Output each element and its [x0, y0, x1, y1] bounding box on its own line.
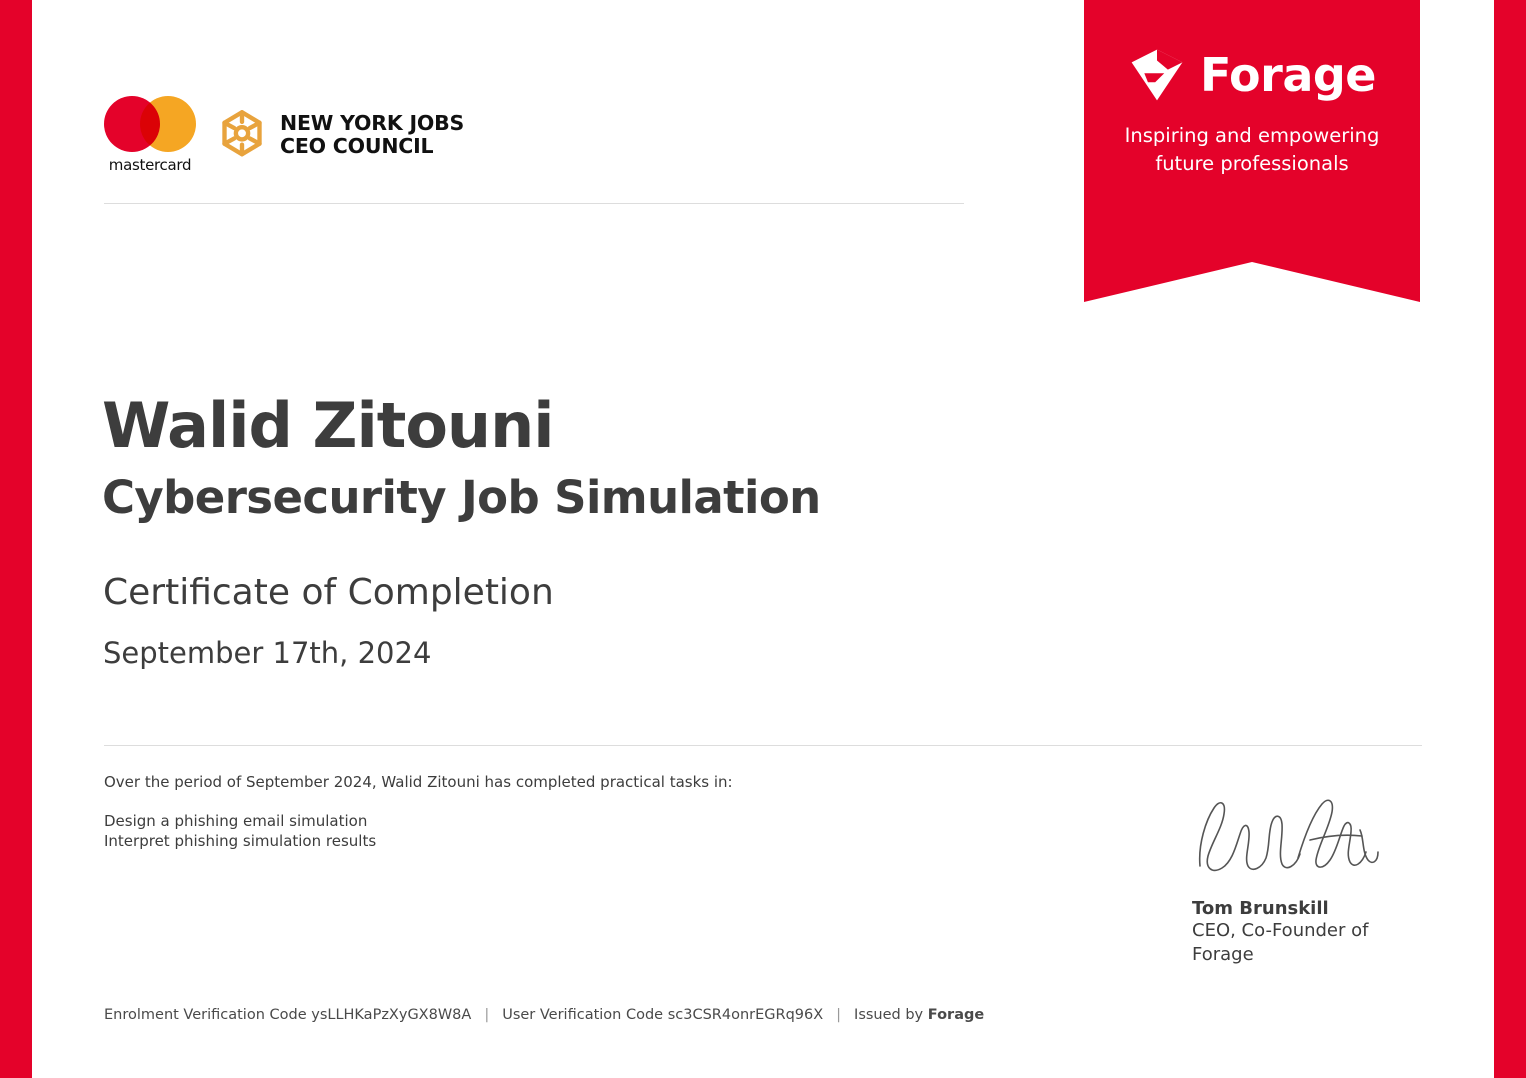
footer-separator: |	[836, 1007, 842, 1023]
right-red-edge	[1494, 0, 1526, 1078]
user-code-value: sc3CSR4onrEGRq96X	[667, 1007, 824, 1023]
period-statement: Over the period of September 2024, Walid Zitouni has completed practical tasks in:	[104, 773, 733, 791]
recipient-name: Walid Zitouni	[102, 389, 554, 462]
list-item: Design a phishing email simulation	[104, 812, 368, 830]
certificate-canvas	[32, 0, 1494, 1078]
ribbon-tagline	[1102, 122, 1402, 179]
program-title: Cybersecurity Job Simulation	[102, 471, 821, 524]
nyjcc-logo	[214, 107, 464, 163]
forage-diamond-icon	[1128, 46, 1186, 104]
signature-block	[1192, 780, 1422, 968]
nyjcc-line1: NEW YORK JOBS	[280, 111, 465, 136]
ribbon-tagline-line2: future professionals	[1155, 152, 1349, 176]
forage-wordmark: Forage	[1199, 48, 1376, 102]
certificate-date: September 17th, 2024	[103, 636, 432, 670]
user-code-label: User Verification Code	[502, 1007, 664, 1023]
list-item: Interpret phishing simulation results	[104, 831, 377, 850]
verification-footer	[104, 1007, 984, 1023]
footer-separator: |	[484, 1007, 490, 1023]
mastercard-circles-icon	[104, 96, 196, 152]
left-red-edge	[0, 0, 32, 1078]
ribbon-tagline-line1: Inspiring and empowering	[1124, 124, 1380, 147]
mastercard-logo	[104, 96, 196, 174]
enrolment-code-label: Enrolment Verification Code	[104, 1007, 307, 1023]
mastercard-wordmark: mastercard	[108, 156, 192, 174]
certificate-type-label: Certificate of Completion	[103, 572, 554, 613]
partner-logos	[104, 96, 464, 174]
forage-logo	[1084, 46, 1420, 104]
signatory-name: Tom Brunskill	[1192, 898, 1329, 919]
nyjcc-line2: CEO COUNCIL	[280, 134, 434, 158]
issued-by-label: Issued by	[854, 1007, 924, 1023]
signatory-role	[1192, 919, 1382, 968]
middle-divider	[104, 745, 1422, 746]
signatory-role-line1: CEO, Co-Founder of	[1192, 920, 1369, 941]
issuer-name: Forage	[927, 1007, 985, 1023]
top-divider	[104, 203, 964, 204]
nyjcc-wordmark	[280, 112, 464, 158]
handwritten-signature-icon	[1192, 780, 1382, 890]
task-list	[104, 812, 376, 852]
enrolment-code-value: ysLLHKaPzXyGX8W8A	[311, 1007, 472, 1023]
forage-ribbon	[1084, 0, 1420, 262]
nyjcc-snowflake-icon	[214, 107, 270, 163]
signatory-role-line2: Forage	[1192, 944, 1254, 966]
